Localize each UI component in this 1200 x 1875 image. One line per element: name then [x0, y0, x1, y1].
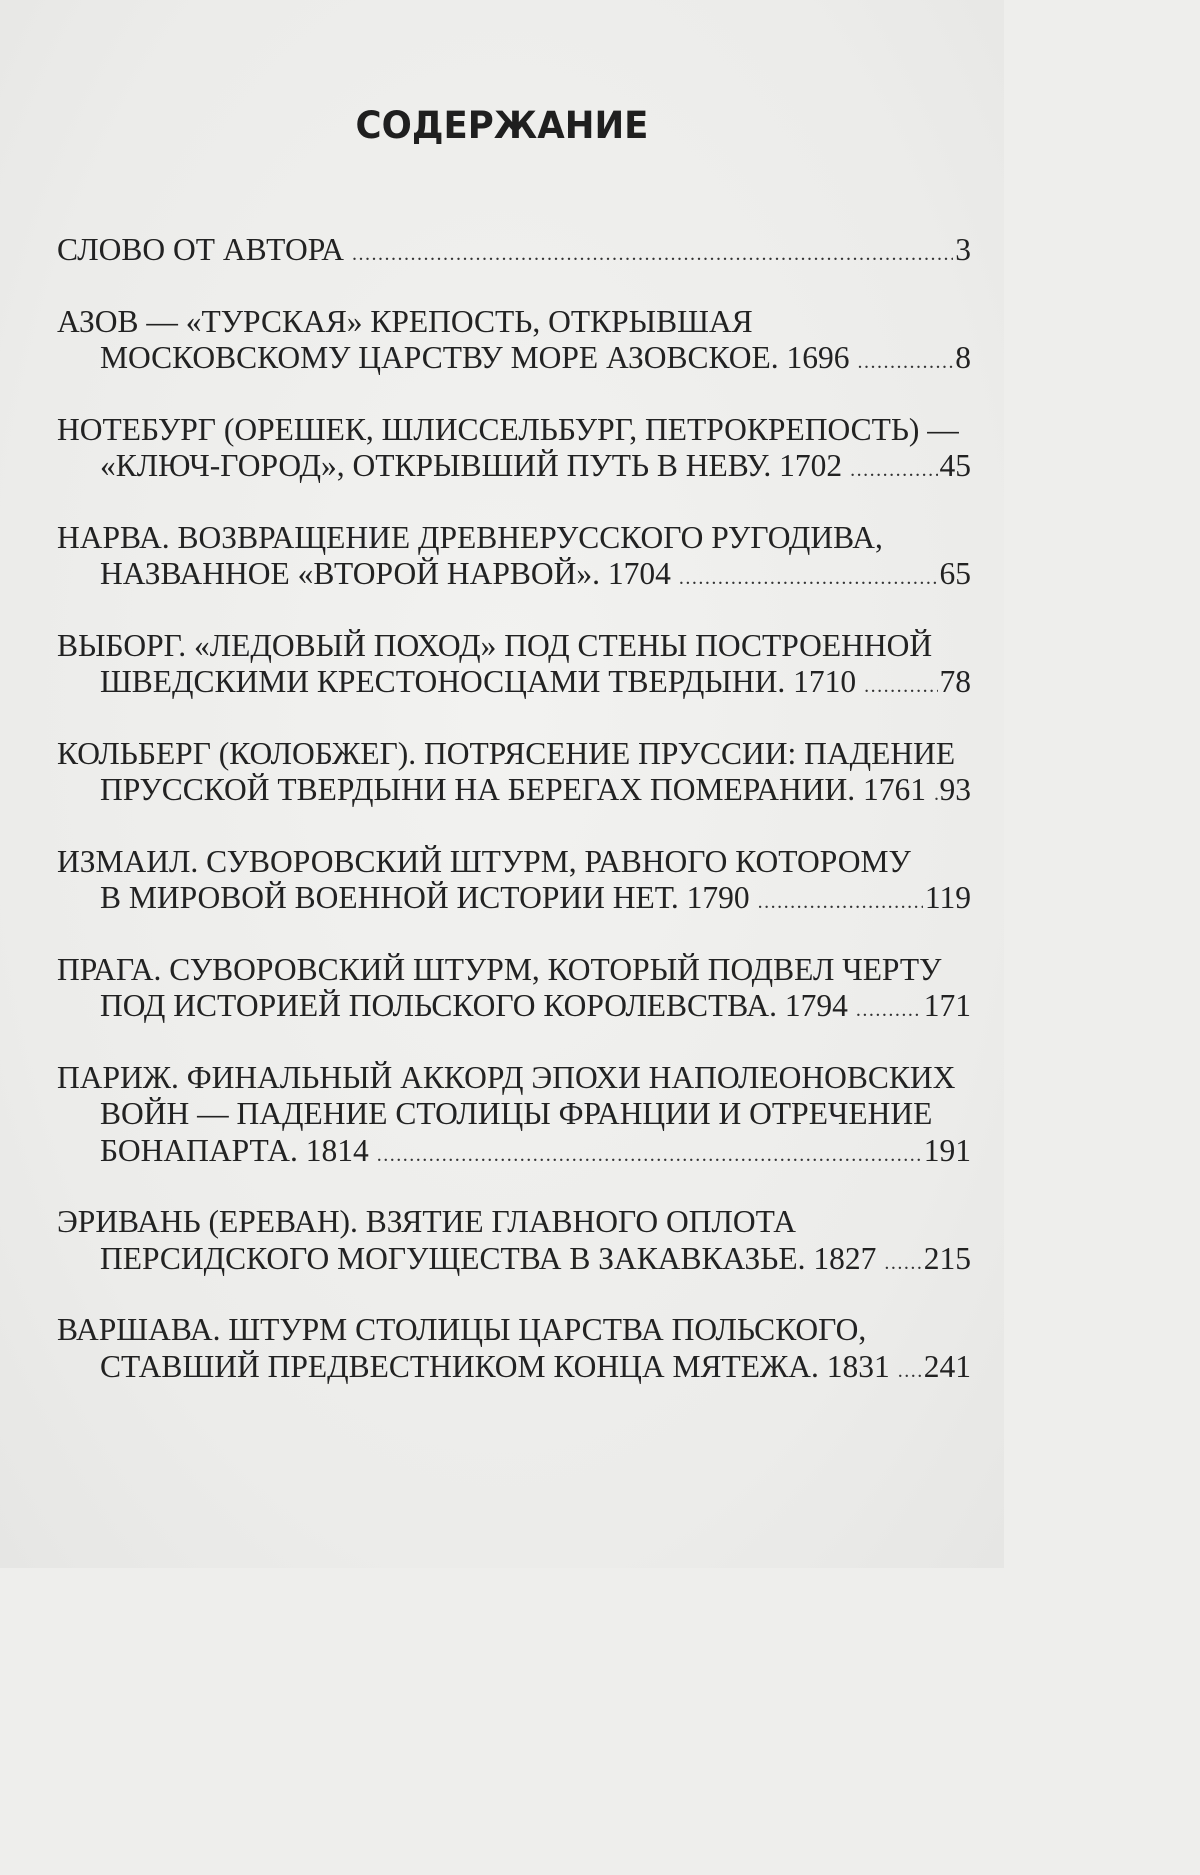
table-of-contents — [57, 232, 971, 1389]
toc-entry-last-line — [57, 448, 971, 489]
page-title: СОДЕРЖАНИЕ — [355, 104, 649, 147]
toc-entry-last-line — [57, 340, 971, 381]
dot-leader — [934, 776, 938, 813]
toc-entry-line: АЗОВ — «ТУРСКАЯ» КРЕПОСТЬ, ОТКРЫВШАЯ — [57, 303, 753, 339]
toc-entry-line: НАЗВАННОЕ «ВТОРОЙ НАРВОЙ». 1704 — [100, 556, 671, 591]
toc-entry-line: ИЗМАИЛ. СУВОРОВСКИЙ ШТУРМ, РАВНОГО КОТОРОМУ — [57, 843, 911, 879]
page-number: 119 — [924, 880, 971, 915]
toc-entry-line: «КЛЮЧ-ГОРОД», ОТКРЫВШИЙ ПУТЬ В НЕВУ. 1702 — [100, 448, 843, 483]
toc-entry-line: В МИРОВОЙ ВОЕННОЙ ИСТОРИИ НЕТ. 1790 — [100, 880, 750, 915]
dot-leader — [856, 992, 922, 1029]
toc-entry-line: СТАВШИЙ ПРЕДВЕСТНИКОМ КОНЦА МЯТЕЖА. 1831 — [100, 1348, 890, 1384]
toc-entry-line: ПРУССКОЙ ТВЕРДЫНИ НА БЕРЕГАХ ПОМЕРАНИИ. 1761 — [100, 772, 926, 807]
dot-leader — [884, 1245, 921, 1282]
dot-leader — [850, 452, 937, 489]
page-number: 241 — [923, 1348, 971, 1384]
toc-entry-line: ЭРИВАНЬ (ЕРЕВАН). ВЗЯТИЕ ГЛАВНОГО ОПЛОТА — [57, 1204, 797, 1239]
toc-entry-line: СЛОВО ОТ АВТОРА — [57, 232, 344, 267]
toc-entry — [57, 844, 971, 921]
toc-entry-last-line — [57, 1241, 971, 1282]
toc-entry-line: НОТЕБУРГ (ОРЕШЕК, ШЛИССЕЛЬБУРГ, ПЕТРОКРЕПОСТЬ) — — [57, 411, 959, 447]
dot-leader — [758, 884, 923, 921]
toc-entry-line: ПЕРСИДСКОГО МОГУЩЕСТВА В ЗАКАВКАЗЬЕ. 1827 — [100, 1240, 877, 1276]
page-number: 45 — [939, 448, 971, 483]
dot-leader — [679, 560, 938, 597]
toc-entry — [57, 232, 971, 273]
toc-entry — [57, 304, 971, 381]
dot-leader — [857, 344, 953, 381]
page-number: 215 — [923, 1240, 971, 1276]
dot-leader — [864, 668, 937, 705]
toc-entry-line: ВЫБОРГ. «ЛЕДОВЫЙ ПОХОД» ПОД СТЕНЫ ПОСТРОЕННОЙ — [57, 627, 933, 663]
dot-leader — [377, 1137, 922, 1174]
page-number: 191 — [923, 1132, 971, 1168]
toc-entry-line: ПРАГА. СУВОРОВСКИЙ ШТУРМ, КОТОРЫЙ ПОДВЕЛ ЧЕРТУ — [57, 951, 942, 987]
toc-entry-line: ВОЙН — ПАДЕНИЕ СТОЛИЦЫ ФРАНЦИИ И ОТРЕЧЕНИЕ — [100, 1096, 933, 1131]
toc-entry-last-line — [57, 880, 971, 921]
toc-entry — [57, 520, 971, 597]
toc-entry-last-line — [57, 664, 971, 705]
page-number: 93 — [939, 772, 971, 807]
toc-entry-line: НАРВА. ВОЗВРАЩЕНИЕ ДРЕВНЕРУССКОГО РУГОДИВА, — [57, 519, 883, 555]
toc-entry-last-line — [57, 232, 971, 273]
toc-entry — [57, 736, 971, 813]
toc-entry-last-line — [57, 988, 971, 1029]
page-number: 78 — [939, 664, 971, 699]
toc-entry — [57, 412, 971, 489]
toc-entry-line: МОСКОВСКОМУ ЦАРСТВУ МОРЕ АЗОВСКОЕ. 1696 — [100, 340, 850, 375]
page-number: 3 — [955, 232, 971, 267]
page-number: 8 — [955, 340, 971, 375]
toc-entry-line: ШВЕДСКИМИ КРЕСТОНОСЦАМИ ТВЕРДЫНИ. 1710 — [100, 664, 857, 699]
toc-entry-last-line — [57, 772, 971, 813]
toc-entry-line: КОЛЬБЕРГ (КОЛОБЖЕГ). ПОТРЯСЕНИЕ ПРУССИИ: ПАДЕНИЕ — [57, 735, 956, 771]
toc-entry-last-line — [57, 1349, 971, 1390]
toc-entry-last-line — [57, 556, 971, 597]
toc-entry-line: ПОД ИСТОРИЕЙ ПОЛЬСКОГО КОРОЛЕВСТВА. 1794 — [100, 988, 848, 1023]
toc-entry-line: БОНАПАРТА. 1814 — [100, 1132, 369, 1168]
toc-entry — [57, 1060, 971, 1174]
toc-entry — [57, 628, 971, 705]
toc-entry — [57, 1312, 971, 1389]
dot-leader — [898, 1353, 922, 1390]
dot-leader — [352, 236, 953, 273]
toc-entry-line: ВАРШАВА. ШТУРМ СТОЛИЦЫ ЦАРСТВА ПОЛЬСКОГО, — [57, 1312, 867, 1347]
toc-entry-line: ПАРИЖ. ФИНАЛЬНЫЙ АККОРД ЭПОХИ НАПОЛЕОНОВСКИХ — [57, 1059, 956, 1095]
page-number: 171 — [923, 988, 971, 1023]
toc-entry — [57, 1204, 971, 1281]
toc-entry — [57, 952, 971, 1029]
toc-entry-last-line — [57, 1133, 971, 1174]
page-number: 65 — [939, 556, 971, 591]
